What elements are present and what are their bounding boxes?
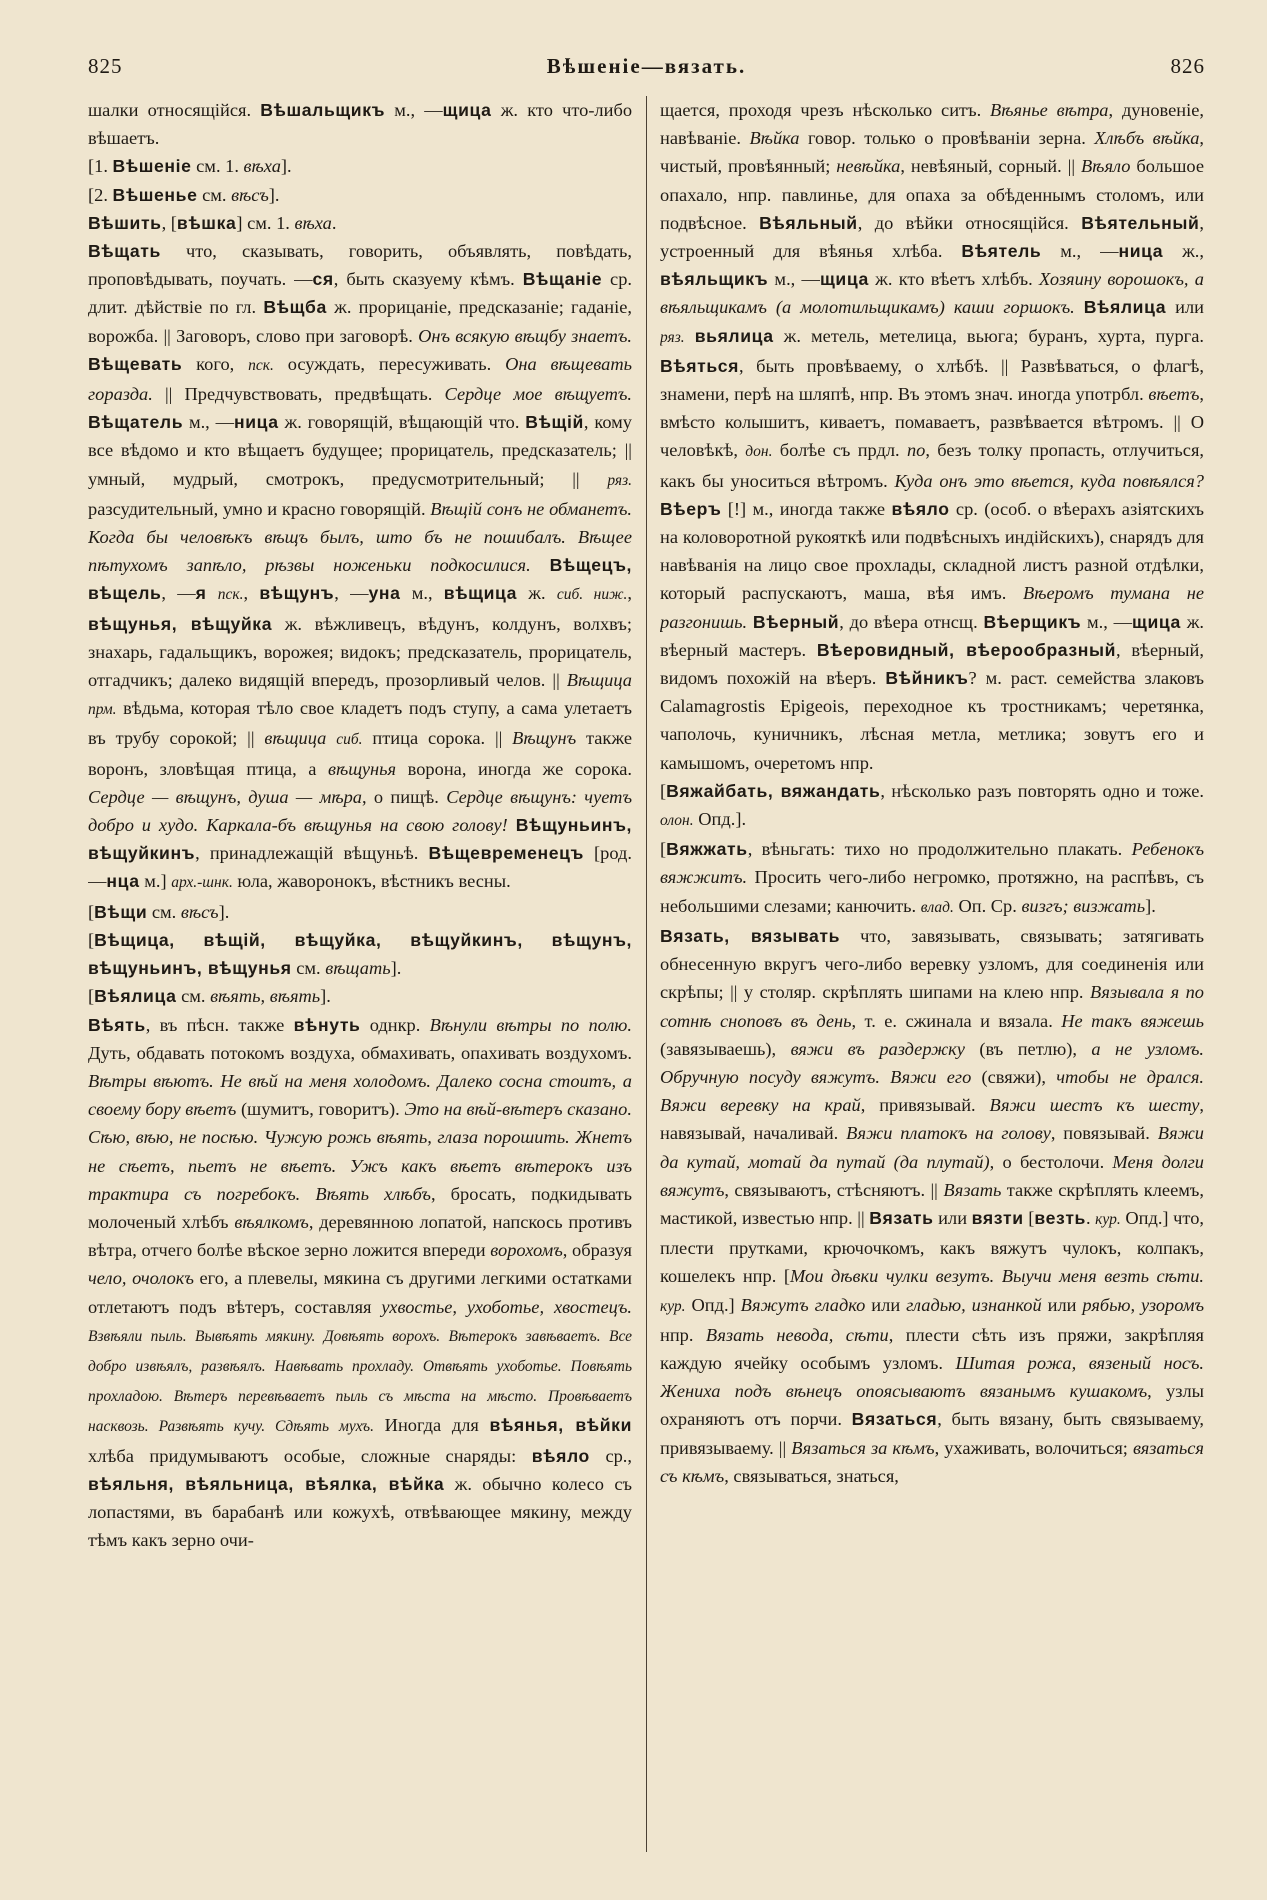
italic-text: а не узломъ. Обручную посуду вяжутъ. Вяжи его: [660, 1038, 1204, 1087]
entry-text: Дуть, обдавать потокомъ воздуха, обмахивать, опахивать воздухомъ.: [88, 1042, 632, 1063]
headword: Вѣять: [88, 1014, 146, 1035]
entry-text: , навязывай, началивай.: [660, 1095, 1204, 1144]
page-number-left: 825: [88, 54, 123, 78]
entry-text: также воронъ, зловѣщая птица, а: [88, 728, 632, 779]
abbreviation: ряз.: [660, 328, 685, 346]
headword: Вѣшеніе: [112, 156, 192, 177]
italic-text: чело, очолокъ: [88, 1268, 194, 1289]
entry-text: [род. —: [88, 843, 632, 892]
entry-text: м.]: [139, 871, 172, 892]
italic-text: Меня долги вяжутъ: [660, 1151, 1204, 1200]
headword: Вяжайбать, вяжандать: [666, 780, 881, 801]
abbreviation: ряз.: [607, 471, 632, 489]
entry-text: [2.: [88, 184, 113, 205]
headword: нца: [106, 871, 140, 892]
italic-text: Хлѣбъ вѣйка: [1094, 128, 1200, 149]
entry-text: , связываться, знаться,: [724, 1465, 899, 1486]
entry-text: , образуя: [562, 1240, 632, 1261]
italic-text: вѣха: [243, 156, 281, 177]
abbreviation: кур.: [660, 1297, 686, 1315]
entry-text: щается, проходя чрезъ нѣсколько ситъ.: [660, 100, 991, 120]
italic-text: Вяжи да кутай, мотай да путай (да плутай): [660, 1123, 1204, 1172]
abbreviation: кур.: [1095, 1210, 1121, 1228]
abbreviation: арх.-шнк.: [171, 874, 233, 892]
headword: вѣщунья, вѣщуйка: [88, 613, 273, 634]
entry-text: ].: [1145, 895, 1156, 916]
headword: Вѣятельный: [1081, 212, 1200, 233]
entry-text: ].: [280, 156, 292, 177]
entry-text: [326, 728, 336, 748]
entry-text: , быть провѣваему, о хлѣбѣ. || Развѣваться, о флагѣ, знамени, перѣ на шляпѣ, нпр. Въ этомъ знач. иногда употрбл.: [660, 355, 1204, 405]
italic-text: по: [906, 440, 926, 461]
entry-text: (въ петлю),: [964, 1038, 1092, 1059]
headword: Вѣщи: [94, 901, 148, 922]
entry-text: , [: [161, 212, 177, 233]
entry-text: , невѣяный, сорный. ||: [900, 156, 1081, 177]
entry-text: [1.: [88, 156, 113, 177]
entry-text: или: [1166, 297, 1204, 318]
entry-text: ж. метель, метелица, вьюга; буранъ, хурта, пурга.: [773, 325, 1204, 346]
dictionary-entry: [88, 982, 632, 1010]
italic-text: ворохомъ: [490, 1240, 563, 1261]
entry-text: [1075, 297, 1084, 317]
italic-text: Вѣеромъ тумана не разгонишь.: [660, 583, 1204, 632]
entry-text: ж. обычно колесо съ лопастями, въ барабанѣ или кожухѣ, отвѣвающее мякину, между тѣмъ какъ зерно очи-: [88, 1473, 632, 1551]
entry-text: ,: [243, 583, 260, 604]
entry-text: || Предчувствовать, предвѣщать.: [152, 384, 445, 405]
entry-text: см.: [176, 986, 211, 1007]
dictionary-entry: [88, 209, 632, 237]
headword: Вѣерщикъ: [983, 611, 1082, 632]
entry-text: , чистый, провѣянный;: [660, 128, 1204, 177]
headword: уна: [368, 583, 401, 604]
dictionary-entry: [88, 926, 632, 982]
headword: ница: [1118, 241, 1164, 262]
italic-text: Вѣйка: [749, 128, 800, 149]
headword: Вѣшенье: [112, 184, 198, 205]
headword: Вѣеровидный, вѣерообразный: [816, 639, 1116, 660]
headword: Вязать: [869, 1207, 934, 1228]
dictionary-entry: [88, 237, 632, 898]
entry-text: также скрѣплять клеемъ, мастикой, известью нпр. ||: [660, 1179, 1204, 1228]
entry-text: ж. вѣерный мастеръ.: [660, 611, 1204, 660]
italic-text: ухвостье, ухоботье, хвостецъ.: [381, 1296, 632, 1317]
entry-text: ].: [268, 184, 280, 205]
italic-text: Ребенокъ вяжжитъ.: [660, 839, 1204, 888]
entry-text: или: [933, 1207, 972, 1228]
entry-text: Просить чего-либо негромко, протяжно, на распѣвъ, съ небольшими слезами; канючить.: [660, 867, 1204, 916]
entry-text: Опд.].: [693, 809, 747, 830]
italic-text: Вяжутъ гладко: [740, 1294, 866, 1315]
italic-text: Вѣтры вѣютъ. Не вѣй на меня холодомъ. Далеко сосна стоитъ, а своему бору вѣетъ: [88, 1070, 632, 1120]
entry-text: , устроенный для вѣянья хлѣба.: [660, 212, 1204, 262]
running-title: Вѣшеніе—вязать.: [546, 54, 747, 78]
entry-text: что, завязывать, связывать; затягивать обнесенную вкругъ чего-либо веревку узломъ, для соединенія или скрѣпы; || у столяр. скрѣплять шипами на клею нпр.: [660, 925, 1204, 1003]
column-divider: [646, 96, 647, 1852]
italic-text: вяжи въ раздержку: [790, 1038, 965, 1059]
headword: вѣяльщикъ: [660, 269, 769, 290]
page-number-right: 826: [1170, 54, 1205, 78]
entry-text: , вѣньгать: тихо но продолжительно плакать.: [747, 839, 1132, 860]
headword: вьялица: [694, 325, 774, 346]
headword: Вѣшить: [88, 212, 162, 233]
headword: Вѣщатель: [88, 412, 184, 433]
headword: Вѣяльный: [759, 212, 858, 233]
entry-text: ср. (особ. о вѣерахъ азіятскихъ на коловоротной рукояткѣ или подвѣсныхъ индійскихъ), снарядъ для навѣванія на лицо свое прохлады, складной листъ разной отдѣлки, который распускаютъ, маша, вѣя имъ.: [660, 498, 1204, 604]
entry-text: ].: [390, 958, 402, 979]
headword: Вѣйникъ: [885, 668, 969, 689]
entry-text: , —: [161, 583, 196, 604]
italic-text: Она вѣщевать горазда.: [88, 353, 632, 405]
entry-text: ворона, иногда же сорока.: [396, 758, 632, 779]
headword: Вѣщуньинъ, вѣщуйкинъ: [88, 815, 632, 864]
dictionary-entry: [88, 152, 632, 180]
entry-text: что, сказывать, говорить, объявлять, повѣдать, проповѣдывать, поучать. —: [88, 241, 632, 290]
entry-text: [: [88, 986, 95, 1007]
entry-text: ж. кто что-либо вѣшаетъ.: [88, 100, 632, 149]
italic-text: визгъ; визжать: [1021, 895, 1146, 916]
headword: Вѣщецъ, вѣщель: [88, 555, 632, 604]
headword: вѣнуть: [293, 1014, 361, 1035]
entry-text: вѣдьма, которая тѣло свое кладетъ подъ ступу, а сама улетаетъ въ трубу сорокой; ||: [88, 698, 632, 749]
italic-text: Сердце мое вѣщуетъ.: [444, 384, 632, 405]
entry-text: однкр.: [360, 1014, 430, 1035]
headword: Вязать, вязывать: [660, 925, 841, 946]
entry-text: , безъ толку пропасть, отлучиться, какъ бы уноситься вѣтромъ.: [660, 440, 1204, 491]
entry-text: , до вѣера отнсщ.: [839, 611, 984, 632]
entry-text: [508, 815, 516, 835]
italic-text: Вѣщій сонъ не обманетъ. Когда бы человѣкъ вѣщъ былъ, што бъ не пошибалъ. Вѣщее пѣтухомъ запѣло, рѣзвы ноженьки подкосилися.: [88, 498, 632, 576]
entry-text: шалки относящійся.: [88, 100, 261, 120]
entry-text: , узлы охраняютъ отъ порчи.: [660, 1381, 1204, 1430]
italic-text: Вѣяло: [1080, 156, 1131, 177]
entry-text: (шумитъ, говоритъ).: [236, 1099, 405, 1120]
italic-text: Мои дѣвки чулки везутъ. Выучи меня везть сѣти.: [790, 1266, 1204, 1287]
entry-text: [: [1023, 1207, 1035, 1228]
entry-text: , до вѣйки относящійся.: [857, 212, 1082, 233]
headword: Вѣщаніе: [522, 269, 603, 290]
entry-text: см.: [147, 901, 181, 922]
entry-text: [: [660, 839, 667, 860]
italic-text: рябью, узоромъ: [1082, 1294, 1204, 1315]
headword: я: [195, 583, 207, 604]
italic-text: вѣха: [294, 212, 332, 233]
dictionary-entry: [88, 96, 632, 152]
entry-text: м., —: [1041, 241, 1119, 262]
entry-text: болѣе съ прдл.: [772, 440, 907, 461]
headword: вѣщица: [443, 583, 518, 604]
headword: ница: [234, 412, 279, 433]
entry-text: [: [660, 780, 667, 801]
abbreviation: дон.: [745, 443, 773, 461]
entry-text: , принадлежащій вѣщуньѣ.: [195, 843, 429, 864]
italic-text: Вѣнули вѣтры по полю.: [429, 1014, 632, 1035]
entry-text: , т. е. сжинала и вязала.: [851, 1010, 1062, 1031]
headword: вѣяло: [891, 498, 950, 519]
italic-text: Вязать невода, сѣти: [705, 1324, 889, 1345]
entry-text: , о бестолочи.: [989, 1151, 1113, 1172]
entry-text: , ухаживать, волочиться;: [934, 1437, 1133, 1458]
entry-text: [685, 326, 695, 346]
dictionary-entry: [660, 922, 1204, 1490]
italic-text: Вязывала я по сотнѣ сноповъ въ день: [660, 982, 1204, 1031]
entry-text: см.: [197, 184, 232, 205]
entry-text: ж.,: [1163, 241, 1204, 262]
entry-text: Опд.] что, плести прутками, крючочкомъ, какъ вяжутъ чулокъ, колпакъ, кошелекъ нпр. [: [660, 1207, 1204, 1287]
italic-text: вѣетъ: [1148, 384, 1200, 405]
italic-text: вѣщица: [264, 728, 327, 749]
headword: Вѣщица, вѣщій, вѣщуйка, вѣщуйкинъ, вѣщунъ, вѣщуньинъ, вѣщунья: [88, 929, 632, 979]
italic-text: вѣщунья: [328, 758, 397, 779]
italic-text: вѣщать: [325, 958, 391, 979]
entry-text: ж. прорицаніе, предсказаніе; гаданіе, ворожба. || Заговоръ, слово при заговорѣ.: [88, 297, 632, 346]
entry-text: , нѣсколько разъ повторять одно и тоже.: [880, 780, 1204, 801]
headword: Вѣщій: [525, 412, 584, 433]
italic-text: Вязать: [943, 1179, 1002, 1200]
headword: щица: [1132, 611, 1181, 632]
italic-text: Вѣщунъ: [512, 728, 577, 749]
entry-text: , повязывай.: [1050, 1123, 1158, 1144]
entry-text: ж. вѣжливецъ, вѣдунъ, колдунъ, волхвъ; знахарь, гадальщикъ, ворожея; видокъ; предсказатель, прорицатель, отгадчикъ; далеко видящій впередъ, прозорливый челов. ||: [88, 613, 632, 691]
headword: вѣянья, вѣйки: [489, 1415, 632, 1436]
italic-text: Куда онъ это вѣется, куда повѣялся?: [894, 470, 1204, 491]
headword: вѣяло: [531, 1445, 590, 1466]
abbreviation: влад.: [920, 898, 954, 916]
headword: Вѣщевать: [88, 353, 183, 374]
entry-text: , привязывай.: [860, 1095, 990, 1116]
entry-text: м., —: [768, 269, 820, 290]
headword: Вѣщать: [88, 241, 161, 262]
entry-text: его, а плевелы, мякина съ другими легкими остатками отлетаютъ подъ вѣтеръ, составляя: [88, 1268, 632, 1317]
abbreviation: олон.: [660, 812, 694, 830]
dictionary-entry: [88, 1011, 632, 1555]
headword: щица: [442, 100, 492, 120]
entry-text: , дуновеніе, навѣваніе.: [660, 100, 1204, 149]
entry-text: ж.: [517, 583, 557, 604]
dictionary-entry: [660, 777, 1204, 835]
dictionary-entry: [660, 835, 1204, 922]
entry-text: м., —: [1081, 611, 1132, 632]
italic-text: вѣсъ: [231, 184, 269, 205]
italic-text: гладью, изнанкой: [906, 1294, 1042, 1315]
italic-text: Не такъ вяжешь: [1061, 1010, 1204, 1031]
entry-text: Опд.]: [685, 1294, 741, 1315]
left-column: [88, 96, 632, 1858]
entry-text: , плести сѣть изъ пряжи, закрѣпляя каждую ячейку особымъ узломъ.: [660, 1324, 1204, 1373]
headword: Вѣятель: [961, 241, 1042, 262]
entry-text: (свяжи),: [971, 1066, 1057, 1087]
entry-text: Иногда для: [373, 1415, 490, 1436]
entry-text: , въ пѣсн. также: [145, 1014, 294, 1035]
entry-text: , вмѣсто колышитъ, киваетъ, помаваетъ, развѣвается вѣтромъ. || О человѣкѣ,: [660, 384, 1204, 461]
entry-text: , —: [334, 583, 369, 604]
entry-text: [: [88, 901, 95, 922]
page-header: [88, 48, 1205, 82]
italic-text: вѣялкомъ: [234, 1211, 309, 1232]
entry-text: ,: [627, 583, 632, 604]
entry-text: , быть вязану, быть связываему, привязываему. ||: [660, 1409, 1204, 1458]
italic-text: вѣсъ: [180, 901, 219, 922]
right-column: [660, 96, 1204, 1858]
abbreviation: прм.: [88, 701, 117, 719]
entry-text: нпр.: [660, 1324, 706, 1345]
entry-text: птица сорока. ||: [362, 728, 513, 749]
entry-text: разсудительный, умно и красно говорящій.: [88, 498, 431, 519]
entry-text: .: [1085, 1207, 1096, 1228]
entry-text: ср.,: [589, 1445, 632, 1466]
headword: Вѣеръ: [660, 498, 722, 519]
entry-text: ? м. раст. семейства злаковъ Calamagrostis Epigeois, переходное къ тростникамъ; черетянка, чаполочь, куничникъ, лѣсная метла, метлика; зовутъ его и камышомъ, очеретомъ нпр.: [660, 668, 1204, 773]
italic-text: Хозяину ворошокъ, а вѣяльщикамъ (а молотильщикамъ) каши горшокъ.: [660, 269, 1204, 318]
entry-text: [: [88, 929, 95, 950]
entry-text: см.: [291, 958, 326, 979]
italic-text: Вѣщица: [566, 670, 632, 691]
italic-text: вѣять, вѣять: [210, 986, 321, 1007]
entry-text: [!] м., иногда также: [721, 498, 892, 519]
entry-text: [531, 555, 550, 575]
entry-text: , вѣерный, видомъ похожій на вѣеръ.: [660, 639, 1204, 689]
headword: везть: [1034, 1207, 1086, 1228]
headword: Вѣщба: [263, 297, 327, 318]
entry-text: ].: [218, 901, 230, 922]
italic-text: Вяжи шестъ къ шесту: [989, 1095, 1200, 1116]
headword: Вѣялица: [1083, 297, 1167, 318]
entry-text: говор. только о провѣваніи зерна.: [799, 128, 1095, 149]
abbreviation: пск.: [248, 356, 274, 374]
entry-text: ] см. 1.: [236, 212, 295, 233]
italic-text: Сердце вѣщунъ: чуетъ добро и худо. Каркала-бъ вѣщунья на свою голову!: [88, 786, 632, 836]
italic-text: Это на вѣй-вѣтеръ сказано. Сѣю, вѣю, не посѣю. Чужую рожь вѣять, глаза порошить. Жнетъ не сѣетъ, пьетъ не вѣетъ. Ужъ какъ вѣетъ вѣтерокъ изъ трактира съ погребокъ. Вѣять хлѣбъ: [88, 1099, 632, 1204]
entry-text: юла, жаворонокъ, вѣстникъ весны.: [232, 871, 511, 892]
entry-text: , о пищѣ.: [361, 786, 447, 807]
entry-text: (завязываешь),: [660, 1038, 791, 1059]
abbreviation: сиб. ниж.: [556, 586, 628, 604]
headword: вязти: [971, 1207, 1024, 1228]
headword: ся: [312, 269, 334, 290]
entry-text: или: [865, 1294, 907, 1315]
headword: Вязаться: [851, 1409, 938, 1430]
italic-text: Шитая рожа, вязеный носъ. Жениха подъ вѣнецъ опоясываютъ вязанымъ кушакомъ: [660, 1352, 1204, 1402]
italic-text: Вѣянье вѣтра: [990, 100, 1109, 120]
headword: Вѣялица: [94, 986, 177, 1007]
italic-text: вязаться съ кѣмъ: [660, 1437, 1204, 1486]
headword: Вѣяться: [660, 355, 740, 376]
entry-text: или: [1041, 1294, 1083, 1315]
entry-text: м., —: [385, 100, 443, 120]
entry-text: , быть сказуему кѣмъ.: [333, 269, 523, 290]
entry-text: ].: [320, 986, 331, 1007]
entry-text: Оп. Ср.: [953, 895, 1022, 916]
entry-text: осуждать, пересуживать.: [273, 353, 506, 374]
headword: Вѣшальщикъ: [260, 100, 386, 120]
dictionary-entry: [88, 898, 632, 926]
headword: вѣяльня, вѣяльница, вѣялка, вѣйка: [88, 1473, 445, 1494]
example-text: Взвѣяли пыль. Вывѣять мякину. Довѣять ворохъ. Вѣтерокъ завѣваетъ. Все добро извѣялъ, развѣялъ. Навѣвать прохладу. Отвѣять ухоботье. Повѣять прохладою. Вѣтеръ перевѣваетъ пыль съ мѣста на мѣсто. Провѣваетъ насквозь. Развѣять кучу. Сдѣять мухъ.: [88, 1327, 632, 1436]
abbreviation: пск.: [217, 586, 244, 604]
entry-text: , связываютъ, стѣсняютъ. ||: [724, 1179, 944, 1200]
abbreviation: сиб.: [336, 731, 363, 749]
entry-text: кого,: [182, 353, 249, 374]
entry-text: м.,: [400, 583, 444, 604]
italic-text: Сердце — вѣщунъ, душа — мѣра: [88, 786, 362, 807]
entry-text: , деревянною лопатой, напскось противъ вѣтра, отчего болѣе вѣское зерно ложится впереди: [88, 1211, 632, 1261]
headword: щица: [819, 269, 869, 290]
headword: Вѣщевременецъ: [428, 843, 584, 864]
headword: Вѣерный: [752, 611, 840, 632]
entry-text: , бросать, подкидывать молоченый хлѣбъ: [88, 1183, 632, 1232]
dictionary-entry: [88, 181, 632, 209]
entry-text: ср. длит. дѣйствіе по гл.: [88, 269, 632, 318]
dictionary-entry: [660, 96, 1204, 777]
italic-text: Онъ всякую вѣщбу знаетъ.: [418, 325, 632, 346]
entry-text: ж. кто вѣетъ хлѣбъ.: [868, 269, 1040, 290]
italic-text: чтобы не дрался. Вяжи веревку на край: [660, 1066, 1204, 1116]
entry-text: большое опахало, нпр. павлинье, для опаха за обѣденнымъ столомъ, или подвѣсное.: [660, 156, 1204, 233]
headword: Вяжжать: [666, 839, 748, 860]
headword: вѣшка: [176, 212, 237, 233]
italic-text: невѣйка: [836, 156, 901, 177]
entry-text: , кому все вѣдомо и кто вѣщаетъ будущее; прорицатель, предсказатель; || умный, мудрый, смотрокъ, предусмотрительный; ||: [88, 412, 632, 489]
entry-text: хлѣба придумываютъ особые, сложные снаряды:: [88, 1445, 532, 1466]
italic-text: Вязаться за кѣмъ: [791, 1437, 935, 1458]
entry-text: ж. говорящій, вѣщающій что.: [278, 412, 526, 433]
italic-text: Вяжи платокъ на голову: [846, 1123, 1051, 1144]
headword: вѣщунъ: [259, 583, 335, 604]
entry-text: см. 1.: [191, 156, 244, 177]
entry-text: [207, 583, 218, 603]
entry-text: м., —: [183, 412, 235, 433]
entry-text: .: [331, 212, 337, 233]
